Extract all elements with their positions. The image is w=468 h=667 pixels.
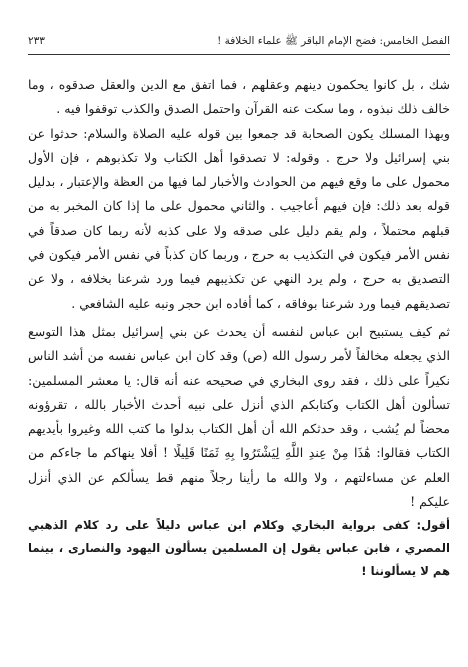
paragraph-3-intro: ثم كيف يستبيح ابن عباس لنفسه أن يحدث عن بني إسرائيل بمثل هذا التوسع الذي يجعله مخالفاً لأمر رسول الله (ص) وقد كان ابن عباس نفسه من أشد الناس نكيراً على ذلك ، فقد روى البخاري في صحيحه عنه أنه قال: يا معشر المسلمين: تسألون أهل الكتاب وكتابكم الذي أنزل على نبيه أحدث الأخبار بالله ، تقرؤونه محضاً لم يُشب ، وقد حدثكم الله أن أهل الكتاب بدلوا ما كتب الله وغيروا بأيديهم الكتاب فقالوا: [28, 323, 450, 461]
author-note: أقول: كفى برواية البخاري وكلام ابن عباس دليلاً على رد كلام الذهبي المصري ، فابن عباس يقول إن المسلمين يسألون اليهود والنصارى ، بينما هم لا يسألوننا ! [28, 518, 450, 578]
paragraph-1: شك ، بل كانوا يحكمون دينهم وعقلهم ، فما اتفق مع الدين والعقل صدقوه ، وما خالف ذلك نبذوه ، وما سكت عنه القرآن واحتمل الصدق والكذب توقفوا فيه . [28, 77, 450, 117]
page-header [28, 34, 450, 48]
page-number: ٢٣٣ [28, 35, 45, 47]
page [28, 34, 450, 582]
paragraph-3 [28, 320, 450, 514]
quran-quote: هَٰذَا مِنْ عِندِ اللَّهِ لِيَشْتَرُوا بِهِ ثَمَنًا قَلِيلًا [173, 445, 371, 461]
chapter-title: الفصل الخامس: فضح الإمام الباقر ﷺ علماء الخلافة ! [217, 35, 450, 47]
paragraph-3-rest: ! أفلا ينهاكم ما جاءكم من العلم عن مساءلتهم ، ولا والله ما رأينا رجلاً منهم قط يسألكم عن الذي أنزل عليكم ! [28, 445, 450, 510]
paragraph-2: وبهذا المسلك يكون الصحابة قد جمعوا بين قوله عليه الصلاة والسلام: حدثوا عن بني إسرائيل ولا حرج . وقوله: لا تصدقوا أهل الكتاب ولا تكذبوهم ، فإن الأول محمول على ما وقع فيهم من الحوادث والأخبار لما فيها من العظة والإعتبار ، بدليل قوله بعد ذلك: فإن فيهم أعاجيب . والثاني محمول على ما إذا كان المخبر به من قبلهم محتملاً ، ولم يقم دليل على صدقه ولا على كذبه لأنه ربما كان صدقاً في نفس الأمر فيكون في التكذيب به حرج ، وربما كان كذباً في نفس الأمر فيكون في التصديق به حرج ، ولم يرد النهي عن تكذيبهم فيما ورد شرعنا بخلافه ، ولا عن تصديقهم فيما ورد شرعنا بوفاقه ، كما أفاده ابن حجر ونبه عليه الشافعي . [28, 125, 450, 311]
header-divider [28, 54, 450, 55]
